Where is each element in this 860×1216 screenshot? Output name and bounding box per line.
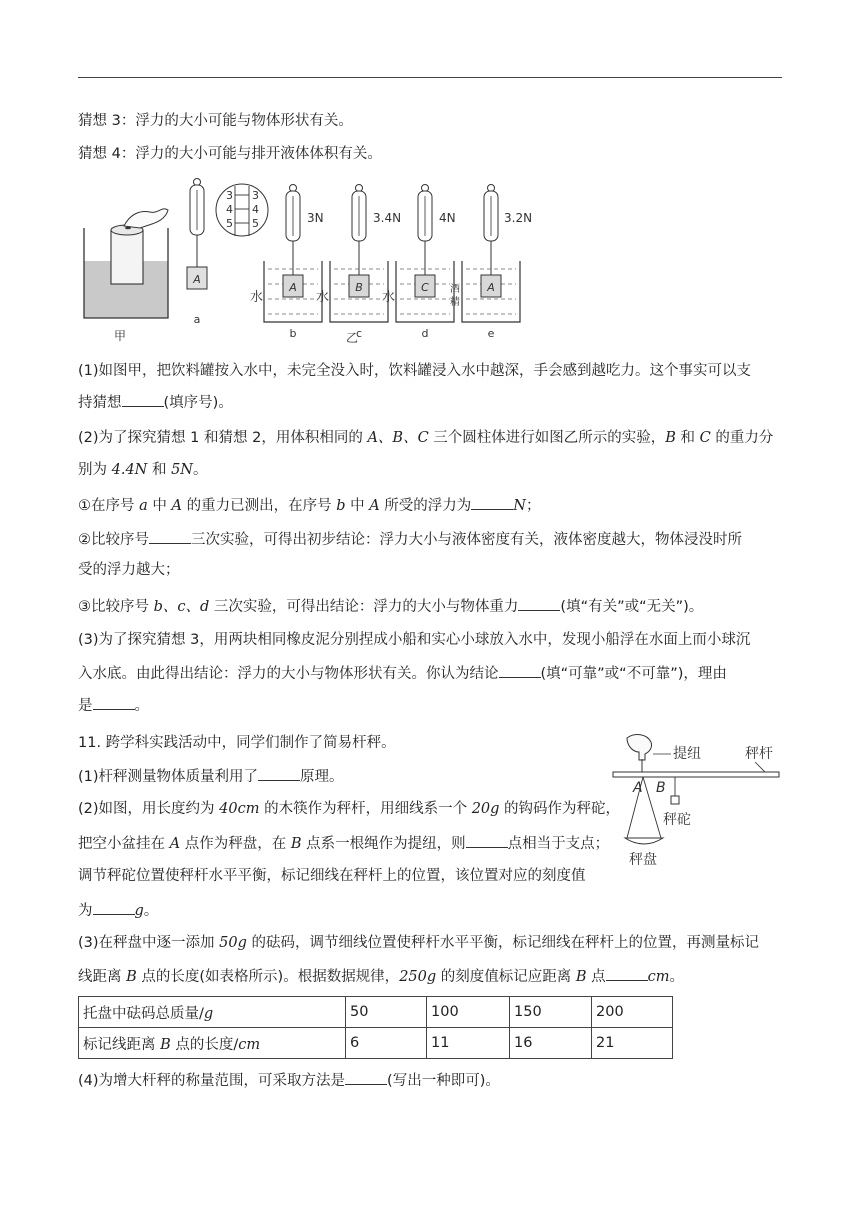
liquid-label-b: 水 (250, 290, 264, 305)
table-cell: 11 (427, 1028, 510, 1059)
answer-blank[interactable] (258, 766, 300, 781)
answer-blank[interactable] (499, 663, 541, 678)
weight-icon (671, 796, 679, 804)
p11-q2-line-2: 把空小盆挂在 A 点作为秤盘，在 B 点系一根绳作为提纽，则 点相当于支点； (78, 833, 782, 854)
data-table (78, 996, 673, 1059)
label-point-b: B (656, 780, 666, 796)
table-cell: 150 (510, 997, 592, 1028)
scale-c (316, 185, 401, 341)
buoyancy-figure (78, 174, 533, 345)
zoom-mark: 4 (252, 203, 259, 216)
q2-sub-3: ③比较序号 b、c、d 三次实验，可得出结论：浮力的大小与物体重力 (填“有关”或“无关”)。 (78, 596, 782, 617)
liquid-label-e1: 酒 (450, 284, 460, 295)
label-chengtuo: 秤砣 (663, 812, 691, 828)
hand-icon (627, 735, 652, 760)
answer-blank[interactable] (518, 596, 560, 611)
steelyard-figure (605, 730, 785, 870)
reading-c: 3.4N (373, 211, 402, 225)
q2-line-2: 别为 4.4N 和 5N。 (78, 462, 208, 478)
label-tiniu: 提纽 (673, 746, 701, 762)
answer-blank[interactable] (466, 833, 508, 848)
reading-b: 3N (307, 211, 324, 225)
q3-line-3: 是 。 (78, 695, 782, 716)
hand-icon (124, 209, 168, 228)
problem-11-title: 11. 跨学科实践活动中，同学们制作了简易杆秤。 (78, 735, 396, 751)
q1-line-2: 持猜想 (填序号)。 (78, 392, 782, 413)
zoom-mark: 4 (226, 203, 233, 216)
scale-d (382, 185, 456, 341)
header-rule (78, 77, 782, 78)
scale-e (450, 185, 532, 341)
table-cell: 21 (592, 1028, 673, 1059)
liquid-label-e2: 精 (450, 297, 460, 308)
guess-4: 猜想 4：浮力的大小可能与排开液体体积有关。 (78, 146, 382, 162)
sub-label-b: b (289, 327, 297, 340)
label-chenggan: 秤杆 (745, 746, 773, 762)
answer-blank[interactable] (606, 966, 648, 981)
p11-q3-line-1: (3)在秤盘中逐一添加 50g 的砝码，调节细线位置使秤杆水平平衡，标记细线在秤杆上的位置，再测量标记 (78, 935, 759, 951)
figure-jia (84, 209, 168, 343)
answer-blank[interactable] (345, 1070, 387, 1085)
table-cell: 50 (346, 997, 427, 1028)
table-cell: 6 (346, 1028, 427, 1059)
answer-blank[interactable] (149, 529, 191, 544)
p11-q2-line-3: 调节秤砣位置使秤杆水平平衡，标记细线在秤杆上的位置，该位置对应的刻度值 (78, 868, 586, 884)
table-cell: 200 (592, 997, 673, 1028)
q3-line-1: (3)为了探究猜想 3，用两块相同橡皮泥分别捏成小船和实心小球放入水中，发现小船浮在水面上而小球沉 (78, 632, 751, 648)
label-point-a: A (633, 780, 643, 796)
sub-label-c: c (355, 327, 363, 340)
table-cell: 16 (510, 1028, 592, 1059)
sub-label-e: e (487, 327, 495, 340)
p11-q3-line-2: 线距离 B 点的长度(如表格所示)。根据数据规律，250g 的刻度值标记应距离 B 点 cm。 (78, 966, 782, 987)
answer-blank[interactable] (122, 392, 164, 407)
answer-blank[interactable] (93, 900, 135, 915)
zoom-scale (216, 184, 268, 236)
q3-line-2: 入水底。由此得出结论：浮力的大小与物体形状有关。你认为结论 (填“可靠”或“不可靠”)，理由 (78, 663, 782, 684)
zoom-mark: 3 (252, 189, 259, 202)
label-jia: 甲 (114, 329, 127, 343)
p11-q2-line-1: (2)如图，用长度约为 40cm 的木筷作为秤杆，用细线系一个 20g 的钩码作为秤砣， (78, 801, 621, 817)
p11-q4: (4)为增大杆秤的称量范围，可采取方法是 (写出一种即可)。 (78, 1070, 782, 1091)
zoom-mark: 5 (226, 217, 233, 230)
answer-blank[interactable] (471, 495, 513, 510)
scale-a (187, 179, 207, 327)
table-row (79, 997, 673, 1028)
block-label-e: A (487, 281, 495, 294)
reading-d: 4N (439, 211, 456, 225)
block-label-c: B (355, 281, 363, 294)
guess-3: 猜想 3：浮力的大小可能与物体形状有关。 (78, 113, 353, 129)
q2-sub-2b: 受的浮力越大； (78, 562, 180, 578)
block-label-d: C (421, 281, 429, 294)
sub-label-d: d (421, 327, 429, 340)
liquid-label-c: 水 (316, 290, 330, 305)
table-header-cell: 托盘中砝码总质量/g (79, 997, 346, 1028)
table-header-cell: 标记线距离 B 点的长度/cm (79, 1028, 346, 1059)
q2-line-1: (2)为了探究猜想 1 和猜想 2，用体积相同的 A、B、C 三个圆柱体进行如图乙所示的实验，B 和 C 的重力分 (78, 430, 774, 446)
sub-label-a: a (193, 313, 201, 326)
q2-sub-2a: ②比较序号 三次实验，可得出初步结论：浮力大小与液体密度有关，液体密度越大，物体浸没时所 (78, 529, 782, 550)
zoom-mark: 3 (226, 189, 233, 202)
steelyard-rod (613, 772, 779, 777)
table-cell: 100 (427, 997, 510, 1028)
label-chengpan: 秤盘 (629, 852, 657, 868)
pan-icon (625, 838, 663, 844)
block-label-a: A (193, 273, 201, 286)
table-row (79, 1028, 673, 1059)
label-yi: 乙 (345, 331, 359, 345)
answer-blank[interactable] (93, 695, 135, 710)
reading-e: 3.2N (504, 211, 533, 225)
p11-q2-line-4: 为 g。 (78, 900, 782, 921)
q2-sub-1: ①在序号 a 中 A 的重力已测出，在序号 b 中 A 所受的浮力为 N； (78, 495, 782, 516)
q1-line-1: (1)如图甲，把饮料罐按入水中，未完全没入时，饮料罐浸入水中越深，手会感到越吃力。这个事实可以支 (78, 363, 752, 379)
liquid-label-d: 水 (382, 290, 396, 305)
zoom-mark: 5 (252, 217, 259, 230)
p11-q1: (1)杆秤测量物体质量利用了 原理。 (78, 766, 782, 787)
block-label-b: A (289, 281, 297, 294)
